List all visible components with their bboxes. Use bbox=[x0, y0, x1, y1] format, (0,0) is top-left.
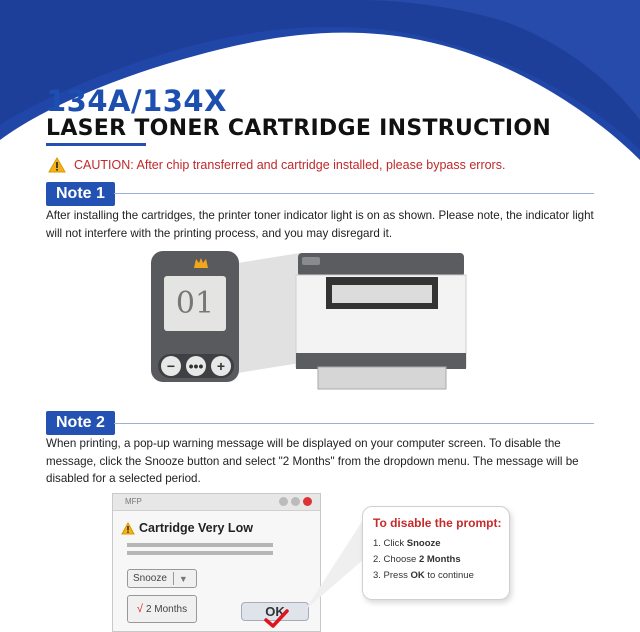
message-placeholder-bar bbox=[127, 543, 273, 547]
divider bbox=[114, 423, 594, 424]
title-main: LASER TONER CARTRIDGE INSTRUCTION bbox=[46, 116, 552, 141]
warning-dialog bbox=[112, 493, 321, 632]
snooze-button[interactable] bbox=[127, 569, 197, 588]
maximize-icon[interactable] bbox=[291, 497, 300, 506]
two-months-option[interactable] bbox=[127, 595, 197, 623]
red-check-icon bbox=[263, 609, 289, 629]
title-underline bbox=[46, 143, 146, 146]
minus-icon[interactable]: − bbox=[161, 356, 181, 376]
menu-dots-icon[interactable]: ••• bbox=[186, 356, 206, 376]
dialog-heading bbox=[121, 521, 253, 535]
toner-indicator-icon bbox=[193, 256, 209, 270]
dialog-titlebar bbox=[113, 494, 320, 511]
note1-text: After installing the cartridges, the printer toner indicator light is on as shown. Please note, the indicator light will not interfere with the printing process, and you may disregard it. bbox=[46, 209, 594, 240]
message-placeholder-bar bbox=[127, 551, 273, 555]
checkmark-icon: √ bbox=[136, 603, 143, 615]
dialog-heading-text: Cartridge Very Low bbox=[139, 521, 253, 535]
panel-screen bbox=[164, 276, 226, 331]
note2-text: When printing, a pop-up warning message will be displayed on your computer screen. To disable the message, click the Snooze button and select "2 Months" from the dropdown menu. The message will be disabled for a selected period. bbox=[46, 437, 579, 485]
note2-tag: Note 2 bbox=[46, 411, 115, 435]
snooze-label: Snooze bbox=[133, 573, 167, 584]
note1-tag: Note 1 bbox=[46, 182, 115, 206]
warning-icon bbox=[48, 157, 66, 173]
caution-text: CAUTION: After chip transferred and cartridge installed, please bypass errors. bbox=[74, 158, 506, 172]
title-model: 134A/134X bbox=[46, 84, 227, 118]
caution-line bbox=[48, 157, 505, 173]
warning-icon bbox=[121, 522, 135, 535]
callout-step: 1. Click Snooze bbox=[373, 538, 441, 549]
callout-title: To disable the prompt: bbox=[373, 516, 502, 530]
dialog-window-title: MFP bbox=[125, 497, 142, 506]
instruction-callout bbox=[362, 506, 510, 600]
ok-button[interactable]: OK bbox=[241, 602, 309, 621]
callout-pointer bbox=[300, 500, 370, 620]
plus-icon[interactable]: + bbox=[211, 356, 231, 376]
panel-button-row bbox=[158, 354, 234, 378]
callout-step: 2. Choose 2 Months bbox=[373, 554, 461, 565]
divider bbox=[114, 193, 594, 194]
two-months-label: 2 Months bbox=[145, 603, 188, 615]
dropdown-arrow-icon[interactable]: ▼ bbox=[178, 573, 188, 584]
panel-display-value: 01 bbox=[175, 286, 215, 321]
callout-step: 3. Press OK to continue bbox=[373, 570, 474, 581]
minimize-icon[interactable] bbox=[279, 497, 288, 506]
